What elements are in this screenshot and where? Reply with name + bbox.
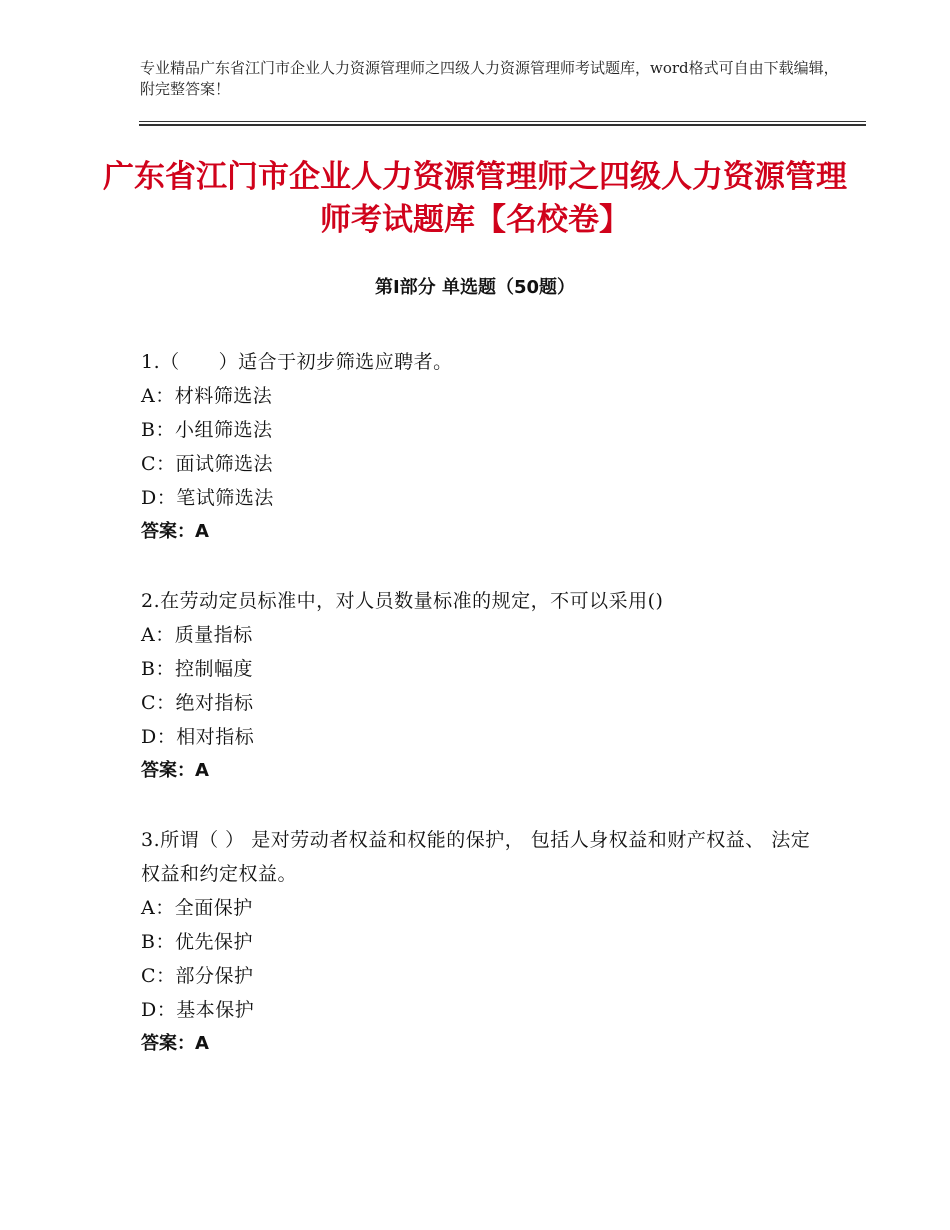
option-c: C：部分保护 bbox=[141, 965, 254, 987]
question-stem: 1.（ ）适合于初步筛选应聘者。 bbox=[141, 351, 453, 373]
question-stem: 2.在劳动定员标准中，对人员数量标准的规定，不可以采用() bbox=[141, 590, 664, 612]
option-c: C：面试筛选法 bbox=[141, 453, 274, 475]
option-a: A：材料筛选法 bbox=[141, 385, 273, 407]
header-note: 专业精品广东省江门市企业人力资源管理师之四级人力资源管理师考试题库，word格式可自由下载编辑，附完整答案！ bbox=[140, 59, 839, 98]
answer-line: 答案：A bbox=[141, 760, 209, 781]
divider-thin-line bbox=[139, 121, 866, 122]
question-block bbox=[141, 584, 821, 788]
option-d: D：笔试筛选法 bbox=[141, 487, 274, 509]
document-title: 广东省江门市企业人力资源管理师之四级人力资源管理师考试题库【名校卷】 bbox=[103, 159, 847, 238]
answer-line: 答案：A bbox=[141, 521, 209, 542]
option-c: C：绝对指标 bbox=[141, 692, 254, 714]
option-a: A：全面保护 bbox=[141, 897, 253, 919]
question-block bbox=[141, 345, 821, 549]
section-heading: 第Ⅰ部分 单选题（50题） bbox=[374, 277, 575, 298]
option-d: D：相对指标 bbox=[141, 726, 255, 748]
option-a: A：质量指标 bbox=[141, 624, 253, 646]
option-b: B：优先保护 bbox=[141, 931, 253, 953]
question-stem: 3.所谓（ ） 是对劳动者权益和权能的保护， 包括人身权益和财产权益、 法定权益和约定权益。 bbox=[141, 829, 811, 885]
header-divider bbox=[139, 121, 866, 126]
divider-thick-line bbox=[139, 124, 866, 126]
answer-line: 答案：A bbox=[141, 1033, 209, 1054]
question-block bbox=[141, 823, 821, 1061]
option-b: B：控制幅度 bbox=[141, 658, 253, 680]
option-d: D：基本保护 bbox=[141, 999, 255, 1021]
option-b: B：小组筛选法 bbox=[141, 419, 273, 441]
